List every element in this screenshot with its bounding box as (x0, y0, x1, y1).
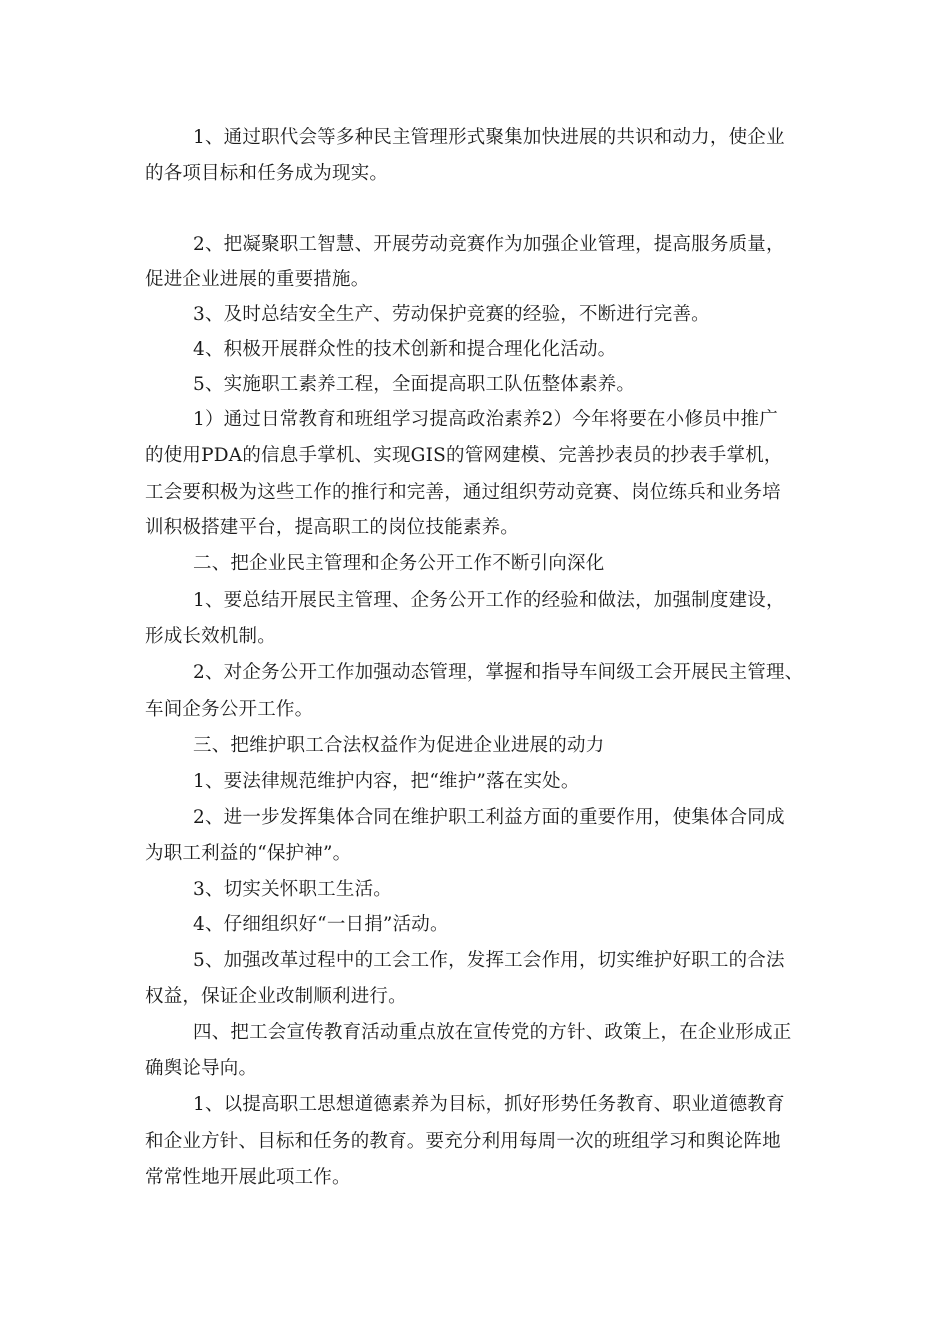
text-line: 5、加强改革过程中的工会工作，发挥工会作用，切实维护好职工的合法 (193, 950, 785, 971)
text-line: 2、把凝聚职工智慧、开展劳动竞赛作为加强企业管理，提高服务质量， (193, 234, 785, 255)
text-line: 训积极搭建平台，提高职工的岗位技能素养。 (145, 517, 520, 538)
text-line: 4、积极开展群众性的技术创新和提合理化化活动。 (193, 339, 617, 360)
section-heading: 四、把工会宣传教育活动重点放在宣传党的方针、政策上，在企业形成正 (193, 1022, 792, 1043)
text-line: 确舆论导向。 (145, 1058, 258, 1079)
text-line: 1）通过日常教育和班组学习提高政治素养2）今年将要在小修员中推广 (193, 409, 778, 430)
text-line: 2、对企务公开工作加强动态管理，掌握和指导车间级工会开展民主管理、 (193, 662, 804, 683)
text-line: 工会要积极为这些工作的推行和完善，通过组织劳动竞赛、岗位练兵和业务培 (145, 482, 781, 503)
text-line: 和企业方针、目标和任务的教育。要充分利用每周一次的班组学习和舆论阵地 (145, 1131, 781, 1152)
section-heading: 二、把企业民主管理和企务公开工作不断引向深化 (193, 553, 605, 574)
text-line: 权益，保证企业改制顺利进行。 (145, 986, 407, 1007)
text-line: 形成长效机制。 (145, 626, 276, 647)
text-line: 4、仔细组织好“一日捐”活动。 (193, 914, 449, 935)
text-line: 常常性地开展此项工作。 (145, 1167, 351, 1188)
section-heading: 三、把维护职工合法权益作为促进企业进展的动力 (193, 735, 605, 756)
text-line: 2、进一步发挥集体合同在维护职工利益方面的重要作用，使集体合同成 (193, 807, 785, 828)
text-line: 为职工利益的“保护神”。 (145, 843, 352, 864)
text-line: 3、及时总结安全生产、劳动保护竞赛的经验，不断进行完善。 (193, 304, 710, 325)
text-line: 的使用PDA的信息手掌机、实现GIS的管网建模、完善抄表员的抄表手掌机， (145, 445, 783, 466)
text-line: 1、以提高职工思想道德素养为目标，抓好形势任务教育、职业道德教育 (193, 1094, 785, 1115)
text-line: 1、要总结开展民主管理、企务公开工作的经验和做法，加强制度建设， (193, 590, 785, 611)
text-line: 1、要法律规范维护内容，把“维护”落在实处。 (193, 771, 580, 792)
text-line: 促进企业进展的重要措施。 (145, 269, 370, 290)
text-line: 车间企务公开工作。 (145, 699, 314, 720)
text-line: 的各项目标和任务成为现实。 (145, 163, 389, 184)
text-line: 5、实施职工素养工程，全面提高职工队伍整体素养。 (193, 374, 636, 395)
text-line: 1、通过职代会等多种民主管理形式聚集加快进展的共识和动力，使企业 (193, 127, 785, 148)
text-line: 3、切实关怀职工生活。 (193, 879, 392, 900)
